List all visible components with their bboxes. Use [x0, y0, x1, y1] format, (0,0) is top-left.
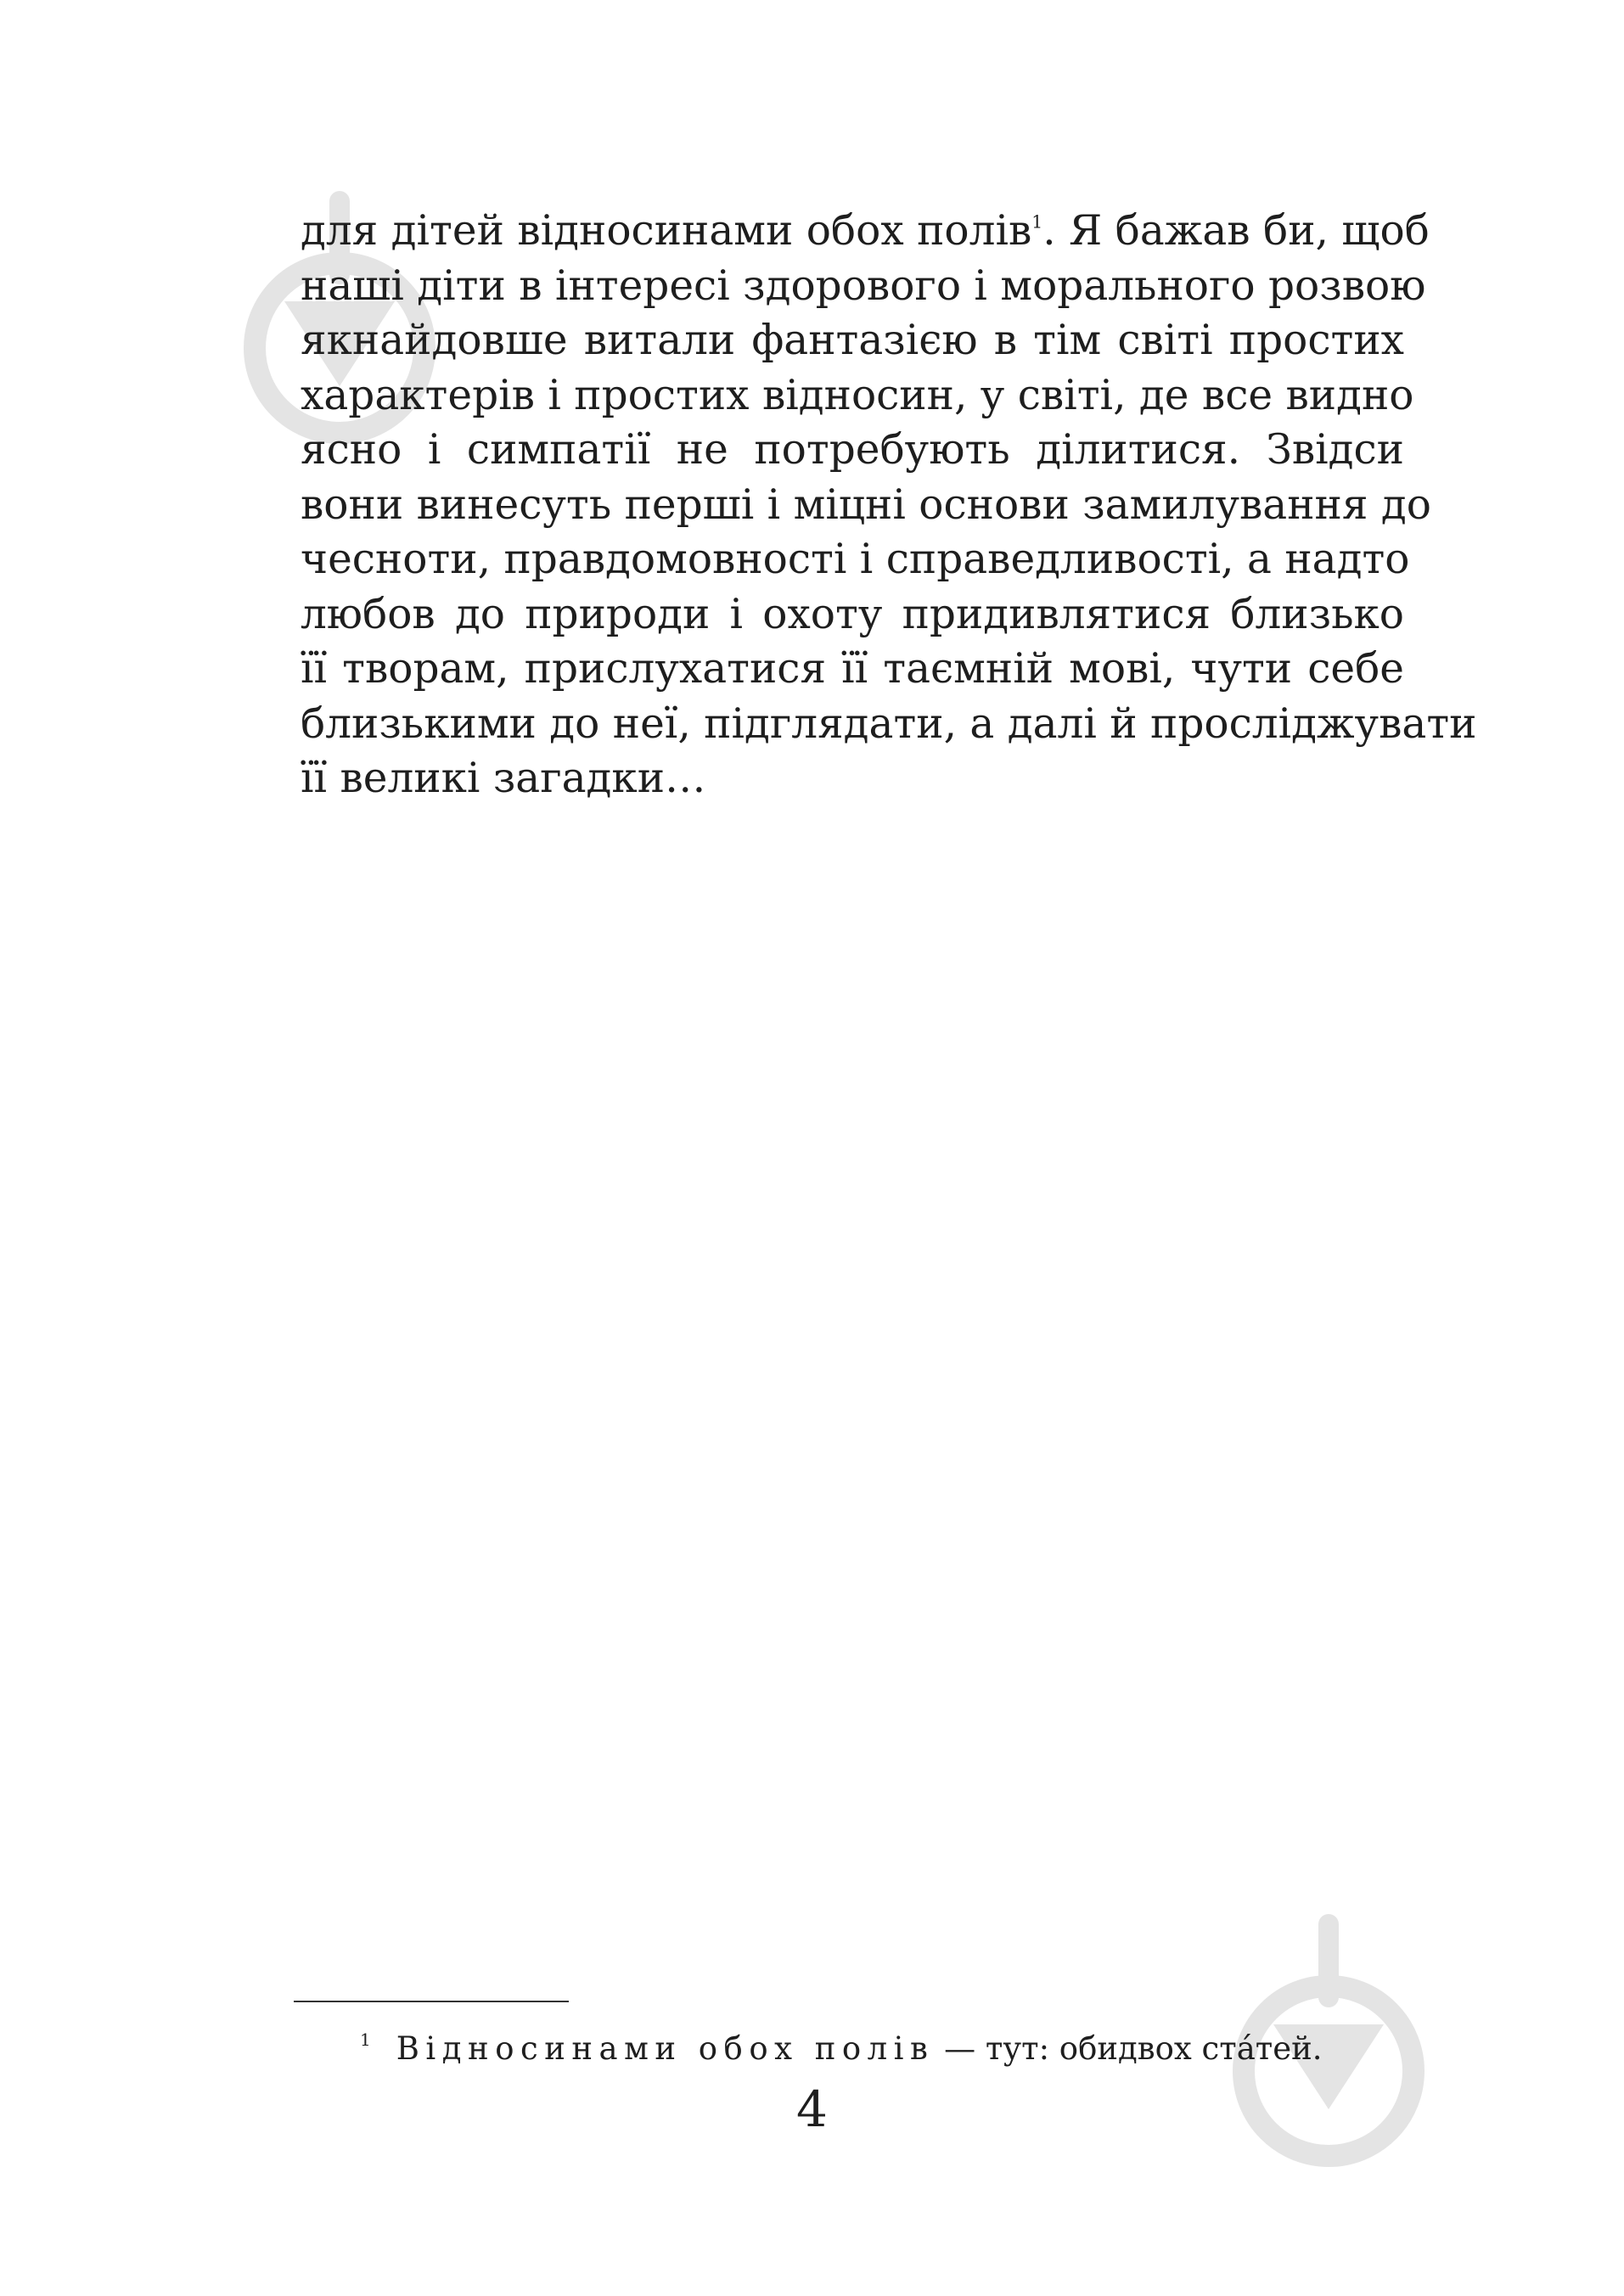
footnote-mark: 1 — [360, 2029, 371, 2050]
text-line: наші діти в інтересі здорового і морального розвою — [301, 261, 1426, 310]
text-line: якнайдовше витали фантазією в тім світі простих — [301, 317, 1404, 364]
footnote — [360, 2018, 1323, 2070]
text-line: вони винесуть перші і міцні основи замилування до — [301, 480, 1431, 529]
footnote-term: Відносинами обох полів — [396, 2030, 935, 2067]
text-line: любов до природи і охоту придивлятися близько — [301, 590, 1404, 638]
text-line: для дітей відносинами обох полів$^1$. Я бажав би, щоб — [301, 207, 1430, 255]
text-line: її творам, прислухатися її таємній мові, чути себе — [301, 645, 1404, 693]
footnote-reference[interactable]: 1 — [1031, 211, 1043, 233]
text-line: ясно і симпатії не потребують ділитися. Звідси — [301, 426, 1404, 474]
text-line: чесноти, правдомовності і справедливості, а надто — [301, 536, 1410, 583]
page-number: 4 — [796, 2080, 828, 2138]
text-line: характерів і простих відносин, у світі, де все видно — [301, 371, 1414, 419]
text-line: близькими до неї, підглядати, а далі й прослiджувати — [301, 699, 1477, 748]
text-line: її великі загадки… — [301, 755, 706, 802]
footnote-divider — [294, 2001, 569, 2002]
body-paragraph — [301, 204, 1477, 806]
footnote-definition: — тут: обидвох стáтей. — [934, 2030, 1323, 2067]
